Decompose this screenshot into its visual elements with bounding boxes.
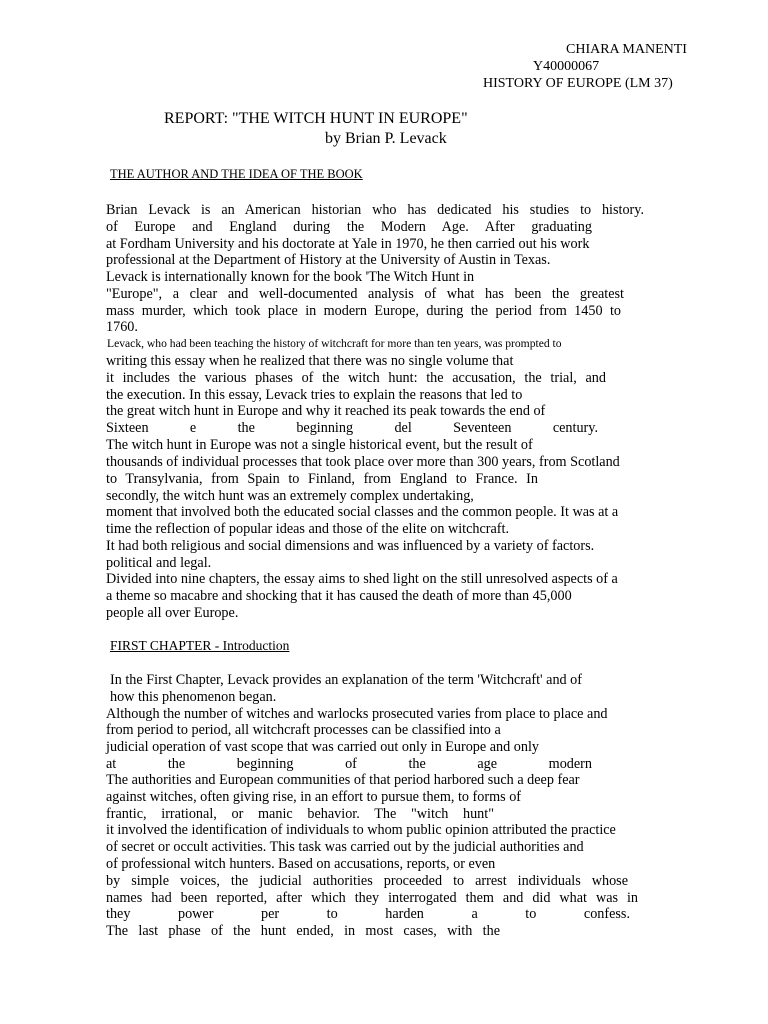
body-line: Levack is internationally known for the book 'The Witch Hunt in <box>106 269 475 285</box>
body-line: The authorities and European communities of that period harbored such a deep fear <box>106 772 580 788</box>
body-line: how this phenomenon began. <box>110 689 277 705</box>
body-line: a theme so macabre and shocking that it has caused the death of more than 45,000 <box>106 588 572 604</box>
body-line: the execution. In this essay, Levack tries to explain the reasons that led to <box>106 387 523 403</box>
body-line: writing this essay when he realized that there was no single volume that <box>106 353 514 369</box>
body-line: It had both religious and social dimensions and was influenced by a variety of factors. <box>106 538 595 554</box>
body-line: time the reflection of popular ideas and those of the elite on witchcraft. <box>106 521 510 537</box>
body-line: from period to period, all witchcraft processes can be classified into a <box>106 722 501 738</box>
body-line: Although the number of witches and warlocks prosecuted varies from place to place and <box>106 706 608 722</box>
body-line: of Europe and England during the Modern Age. After graduating <box>106 219 592 235</box>
body-line: mass murder, which took place in modern Europe, during the period from 1450 to <box>106 303 621 319</box>
report-title: REPORT: "THE WITCH HUNT IN EUROPE" <box>164 110 468 127</box>
body-line: thousands of individual processes that took place over more than 300 years, from Scotland <box>106 454 620 470</box>
body-line: it includes the various phases of the witch hunt: the accusation, the trial, and <box>106 370 606 386</box>
body-line: political and legal. <box>106 555 212 571</box>
body-line: it involved the identification of individuals to whom public opinion attributed the practice <box>106 822 616 838</box>
body-line: secondly, the witch hunt was an extremely complex undertaking, <box>106 488 474 504</box>
body-line: to Transylvania, from Spain to Finland, from England to France. In <box>106 471 538 487</box>
body-line: Divided into nine chapters, the essay aims to shed light on the still unresolved aspects of a <box>106 571 618 587</box>
body-line: the great witch hunt in Europe and why it reached its peak towards the end of <box>106 403 546 419</box>
course-name: HISTORY OF EUROPE (LM 37) <box>483 76 673 91</box>
body-line: frantic, irrational, or manic behavior. The "witch hunt" <box>106 806 494 822</box>
body-line: Brian Levack is an American historian who has dedicated his studies to history. <box>106 202 644 218</box>
body-line: at the beginning of the age modern <box>106 756 592 772</box>
body-line: "Europe", a clear and well-documented analysis of what has been the greatest <box>106 286 624 302</box>
author-name: CHIARA MANENTI <box>566 42 687 57</box>
body-line: judicial operation of vast scope that was carried out only in Europe and only <box>106 739 539 755</box>
body-line: of secret or occult activities. This task was carried out by the judicial authorities and <box>106 839 584 855</box>
body-line: In the First Chapter, Levack provides an explanation of the term 'Witchcraft' and of <box>110 672 582 688</box>
section-heading-author: THE AUTHOR AND THE IDEA OF THE BOOK <box>110 167 363 181</box>
report-subtitle: by Brian P. Levack <box>325 130 447 147</box>
body-line: against witches, often giving rise, in an effort to pursue them, to forms of <box>106 789 522 805</box>
body-line: by simple voices, the judicial authorities proceeded to arrest individuals whose <box>106 873 628 889</box>
body-line: The witch hunt in Europe was not a single historical event, but the result of <box>106 437 533 453</box>
body-line: people all over Europe. <box>106 605 239 621</box>
body-line: 1760. <box>106 319 138 335</box>
section-heading-first-chapter: FIRST CHAPTER - Introduction <box>110 638 290 653</box>
body-line: of professional witch hunters. Based on accusations, reports, or even <box>106 856 496 872</box>
body-line: names had been reported, after which they interrogated them and did what was in <box>106 890 638 906</box>
student-id: Y40000067 <box>533 59 600 74</box>
body-line: at Fordham University and his doctorate at Yale in 1970, he then carried out his work <box>106 236 590 252</box>
body-line: moment that involved both the educated social classes and the common people. It was at a <box>106 504 619 520</box>
body-line: The last phase of the hunt ended, in most cases, with the <box>106 923 500 939</box>
body-line: professional at the Department of History at the University of Austin in Texas. <box>106 252 551 268</box>
body-line: Sixteen e the beginning del Seventeen century. <box>106 420 598 436</box>
body-line: they power per to harden a to confess. <box>106 906 630 922</box>
body-line: Levack, who had been teaching the history of witchcraft for more than ten years, was prompted to <box>107 337 562 350</box>
